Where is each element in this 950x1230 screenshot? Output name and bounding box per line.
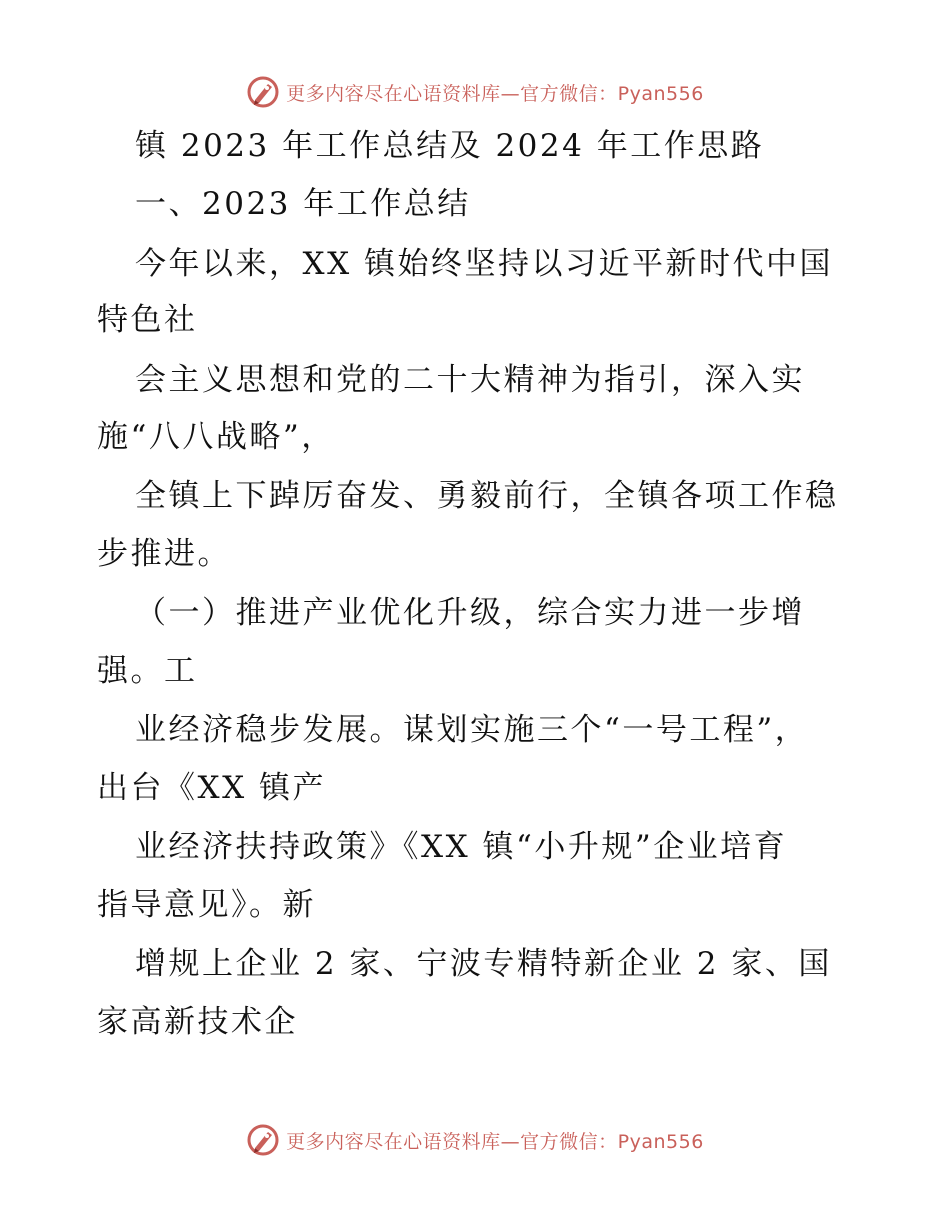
body-line: 指导意见》。新 bbox=[97, 887, 316, 923]
pen-logo-icon bbox=[246, 75, 280, 109]
body-line: 业经济扶持政策》《XX 镇“小升规”企业培育 bbox=[135, 829, 788, 865]
subsection-heading: （一）推进产业优化升级，综合实力进一步增 bbox=[135, 595, 805, 631]
body-line: 家高新技术企 bbox=[97, 1004, 298, 1040]
document-title: 镇 2023 年工作总结及 2024 年工作思路 bbox=[135, 128, 765, 164]
section-heading: 一、2023 年工作总结 bbox=[135, 186, 471, 222]
body-line: 增规上企业 2 家、宁波专精特新企业 2 家、国 bbox=[135, 946, 832, 982]
body-line: 步推进。 bbox=[97, 536, 231, 572]
body-line: 强。工 bbox=[97, 653, 198, 689]
body-line: 施“八八战略”， bbox=[97, 419, 335, 455]
body-line: 出台《XX 镇产 bbox=[97, 770, 326, 806]
footer-watermark bbox=[0, 1120, 950, 1160]
body-line: 特色社 bbox=[97, 302, 198, 338]
watermark-text: 更多内容尽在心语资料库—官方微信：Pyan556 bbox=[286, 82, 704, 105]
body-line: 全镇上下踔厉奋发、勇毅前行，全镇各项工作稳 bbox=[135, 478, 839, 514]
body-line: 今年以来，XX 镇始终坚持以习近平新时代中国 bbox=[135, 246, 833, 282]
pen-logo-icon bbox=[246, 1123, 280, 1157]
body-line: 业经济稳步发展。谋划实施三个“一号工程”， bbox=[135, 712, 809, 748]
header-watermark bbox=[0, 72, 950, 112]
watermark-text: 更多内容尽在心语资料库—官方微信：Pyan556 bbox=[286, 1130, 704, 1153]
body-line: 会主义思想和党的二十大精神为指引，深入实 bbox=[135, 362, 805, 398]
